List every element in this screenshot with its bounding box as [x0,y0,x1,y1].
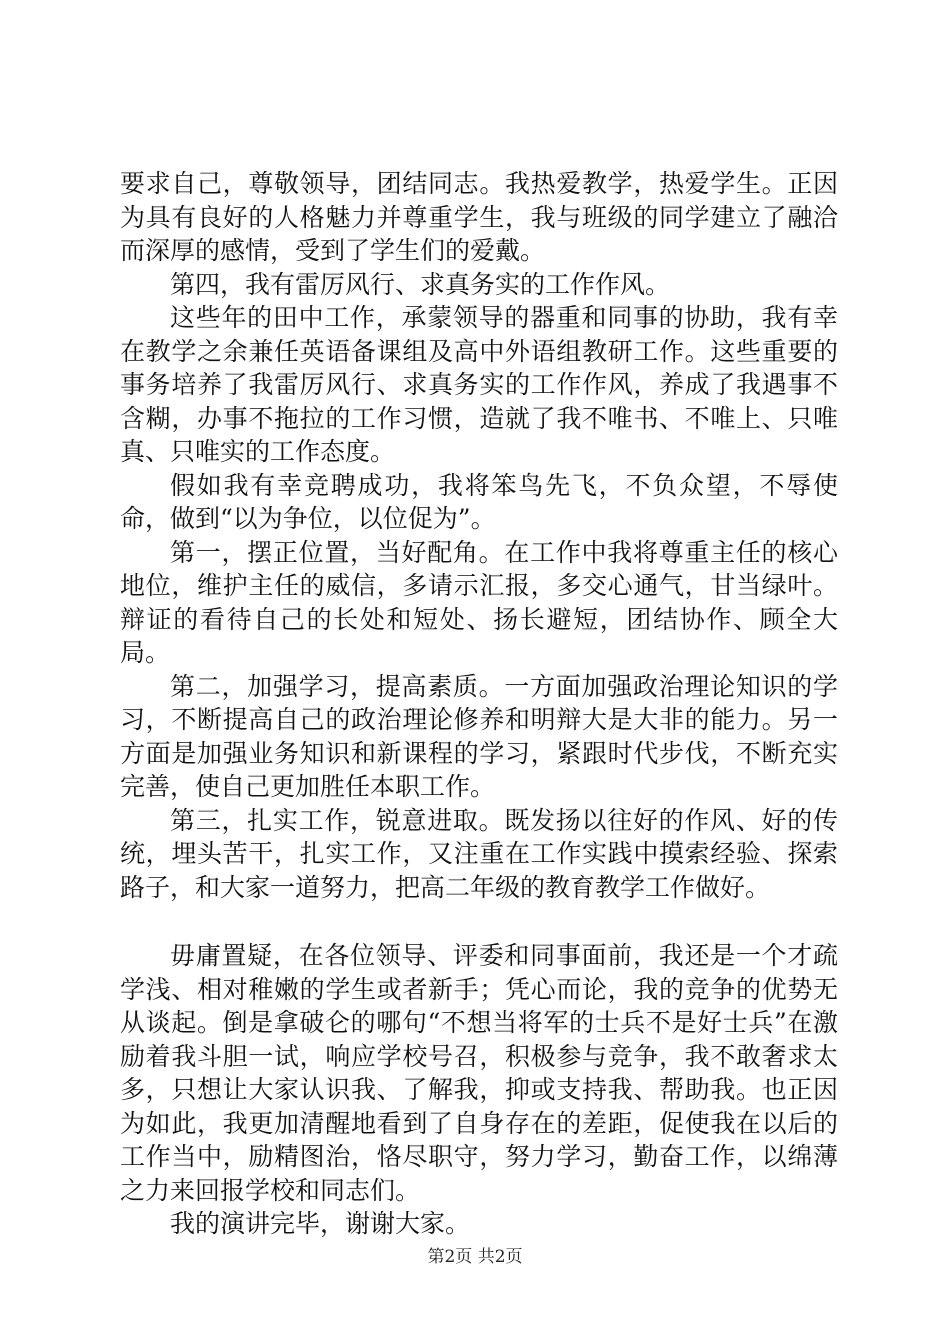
paragraph: 第四，我有雷厉风行、求真务实的工作作风。 [170,269,671,299]
page-footer: 第2页 共2页 [427,1247,523,1267]
paragraph: 毋庸置疑，在各位领导、评委和同事面前，我还是一个才疏学浅、相对稚嫩的学生或者新手；凭心而论，我的竞争的优势无从谈起。倒是拿破仑的哪句“不想当将军的士兵不是好士兵”在激励着我斗胆一试，响应学校号召，积极参与竞争，我不敢奢求太多，只想让大家认识我、了解我，抑或支持我、帮助我。也正因为如此，我更加清醒地看到了自身存在的差距，促使我在以后的工作当中，励精图治，恪尽职守，努力学习，勤奋工作，以绵薄之力来回报学校和同志们。 [120,941,838,1205]
paragraph-gap [120,904,838,939]
paragraph: 我的演讲完毕，谢谢大家。 [170,1209,471,1238]
paragraph: 第一，摆正位置，当好配角。在工作中我将尊重主任的核心地位，维护主任的威信，多请示汇报，多交心通气，甘当绿叶。辩证的看待自己的长处和短处、扬长避短，团结协作、顾全大局。 [120,537,838,667]
paragraph: 要求自己，尊敬领导，团结同志。我热爱教学，热爱学生。正因为具有良好的人格魅力并尊重学生，我与班级的同学建立了融洽而深厚的感情，受到了学生们的爱戴。 [120,169,838,265]
paragraph: 第三，扎实工作，锐意进取。既发扬以往好的作风、好的传统，埋头苦干，扎实工作，又注重在工作实践中摸索经验、探索路子，和大家一道努力，把高二年级的教育教学工作做好。 [120,805,838,902]
paragraph: 这些年的田中工作，承蒙领导的器重和同事的协助，我有幸在教学之余兼任英语备课组及高中外语组教研工作。这些重要的事务培养了我雷厉风行、求真务实的工作作风，养成了我遇事不含糊，办事不拖拉的工作习惯，造就了我不唯书、不唯上、只唯真、只唯实的工作态度。 [120,303,838,466]
body-section-1 [120,167,838,904]
paragraph: 第二，加强学习，提高素质。一方面加强政治理论知识的学习，不断提高自己的政治理论修养和明辩大是大非的能力。另一方面是加强业务知识和新课程的学习，紧跟时代步伐，不断充实完善，使自己更加胜任本职工作。 [120,671,838,801]
document-body [120,167,838,1241]
paragraph: 假如我有幸竞聘成功，我将笨鸟先飞，不负众望，不辱使命，做到“以为争位，以位促为”。 [120,470,838,533]
body-section-2 [120,939,838,1241]
